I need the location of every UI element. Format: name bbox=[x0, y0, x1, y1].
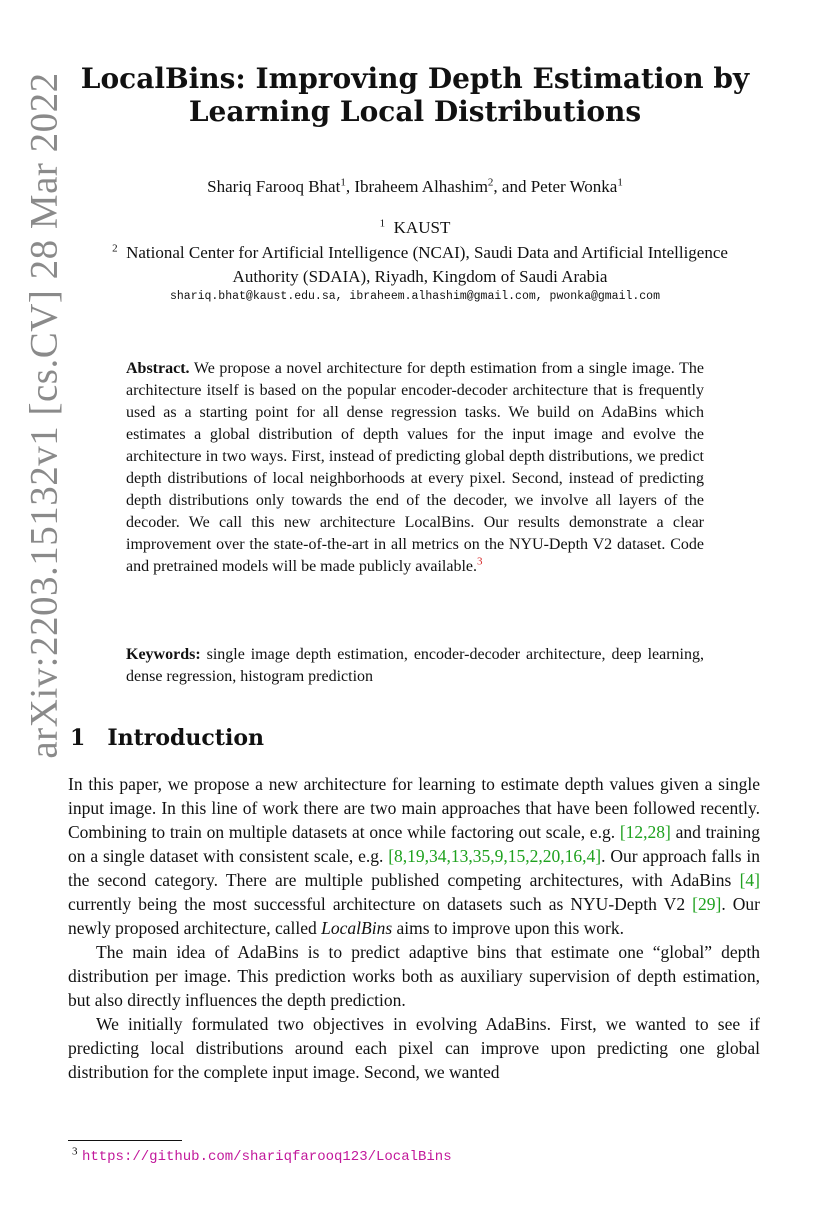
title-line-2: Learning Local Distributions bbox=[188, 95, 642, 128]
paper-title bbox=[70, 62, 760, 128]
para1-text-4: currently being the most successful architecture on datasets such as NYU-Depth V2 bbox=[68, 894, 693, 914]
title-line-1: LocalBins: Improving Depth Estimation by bbox=[80, 62, 750, 95]
author-1: Shariq Farooq Bhat bbox=[207, 177, 341, 196]
section-title: Introduction bbox=[107, 725, 264, 751]
affiliation-1-text: KAUST bbox=[393, 218, 451, 237]
author-2: Ibraheem Alhashim bbox=[354, 177, 488, 196]
paragraph-3: We initially formulated two objectives in evolving AdaBins. First, we wanted to see if predicting local distributions around each pixel can improve upon predicting one global distribution for the complete input image. Second, we wanted bbox=[68, 1014, 760, 1082]
section-number: 1 bbox=[70, 725, 86, 751]
footnote-link[interactable]: https://github.com/shariqfarooq123/LocalBins bbox=[81, 1149, 452, 1165]
localbins-emphasis: LocalBins bbox=[321, 918, 393, 938]
footnote-rule bbox=[68, 1140, 182, 1141]
author-list bbox=[70, 177, 760, 197]
abstract-label: Abstract. bbox=[126, 360, 190, 377]
keywords-text: single image depth estimation, encoder-decoder architecture, deep learning, dense regression, histogram prediction bbox=[126, 646, 705, 685]
footnote-number: 3 bbox=[72, 1145, 78, 1158]
footnote-3-ref[interactable]: 3 bbox=[477, 555, 483, 568]
abstract bbox=[126, 358, 704, 578]
para1-text-5: . Our newly proposed architecture, called bbox=[68, 894, 761, 938]
arxiv-stamp bbox=[14, 60, 74, 770]
author-3-affil: 1 bbox=[617, 176, 623, 189]
footnote-3 bbox=[72, 1145, 452, 1165]
para1-text-2: and training on a single dataset with consistent scale, e.g. bbox=[68, 822, 760, 866]
arxiv-stamp-text: arXiv:2203.15132v1 [cs.CV] 28 Mar 2022 bbox=[22, 71, 66, 759]
para1-text-1: In this paper, we propose a new architecture for learning to estimate depth values given a single input image. In this line of work there are two main approaches that have been followed recently. Combining to train on multiple datasets at once while factoring out scale, e.g. bbox=[68, 774, 760, 842]
para1-text-3: . Our approach falls in the second category. There are multiple published competing architectures, with AdaBins bbox=[68, 846, 760, 890]
citation-12-28[interactable]: [12,28] bbox=[619, 822, 671, 842]
abstract-text: We propose a novel architecture for depth estimation from a single image. The architecture itself is based on the popular encoder-decoder architecture that is frequently used as a starting point for all dense regression tasks. We build on AdaBins which estimates a global distribution of depth values for the input image and evolve the architecture in two ways. First, instead of predicting global depth distributions, we predict depth distributions of local neighborhoods at every pixel. Second, instead of predicting depth distributions only towards the end of the decoder, we involve all layers of the decoder. We call this new architecture LocalBins. Our results demonstrate a clear improvement over the state-of-the-art in all metrics on the NYU-Depth V2 dataset. Code and pretrained models will be made publicly available. bbox=[126, 360, 705, 575]
citation-list[interactable]: [8,19,34,13,35,9,15,2,20,16,4] bbox=[388, 846, 602, 866]
author-1-affil: 1 bbox=[340, 176, 346, 189]
affiliation-1 bbox=[70, 218, 760, 238]
body-text bbox=[68, 772, 760, 1084]
paragraph-2: The main idea of AdaBins is to predict adaptive bins that estimate one “global” depth distribution per image. This prediction works both as auxiliary supervision of depth estimation, but also directly influences the depth prediction. bbox=[68, 942, 760, 1010]
affiliation-2 bbox=[100, 241, 740, 289]
citation-4[interactable]: [4] bbox=[739, 870, 760, 890]
author-2-affil: 2 bbox=[487, 176, 494, 189]
affiliation-1-mark: 1 bbox=[379, 217, 386, 230]
section-heading bbox=[70, 725, 264, 751]
author-3: Peter Wonka bbox=[530, 177, 618, 196]
author-and: , and bbox=[493, 177, 531, 196]
citation-29[interactable]: [29] bbox=[692, 894, 722, 914]
keywords-label: Keywords: bbox=[126, 646, 201, 663]
para1-text-6: aims to improve upon this work. bbox=[392, 918, 624, 938]
author-emails: shariq.bhat@kaust.edu.sa, ibraheem.alhashim@gmail.com, pwonka@gmail.com bbox=[170, 290, 660, 303]
keywords bbox=[126, 644, 704, 688]
affiliation-2-text: National Center for Artificial Intelligence (NCAI), Saudi Data and Artificial Intelligence Authority (SDAIA), Riyadh, Kingdom of Saudi Arabia bbox=[126, 243, 728, 286]
affiliation-2-mark: 2 bbox=[112, 242, 118, 255]
paragraph-1 bbox=[68, 772, 760, 940]
author-sep: , bbox=[345, 177, 355, 196]
